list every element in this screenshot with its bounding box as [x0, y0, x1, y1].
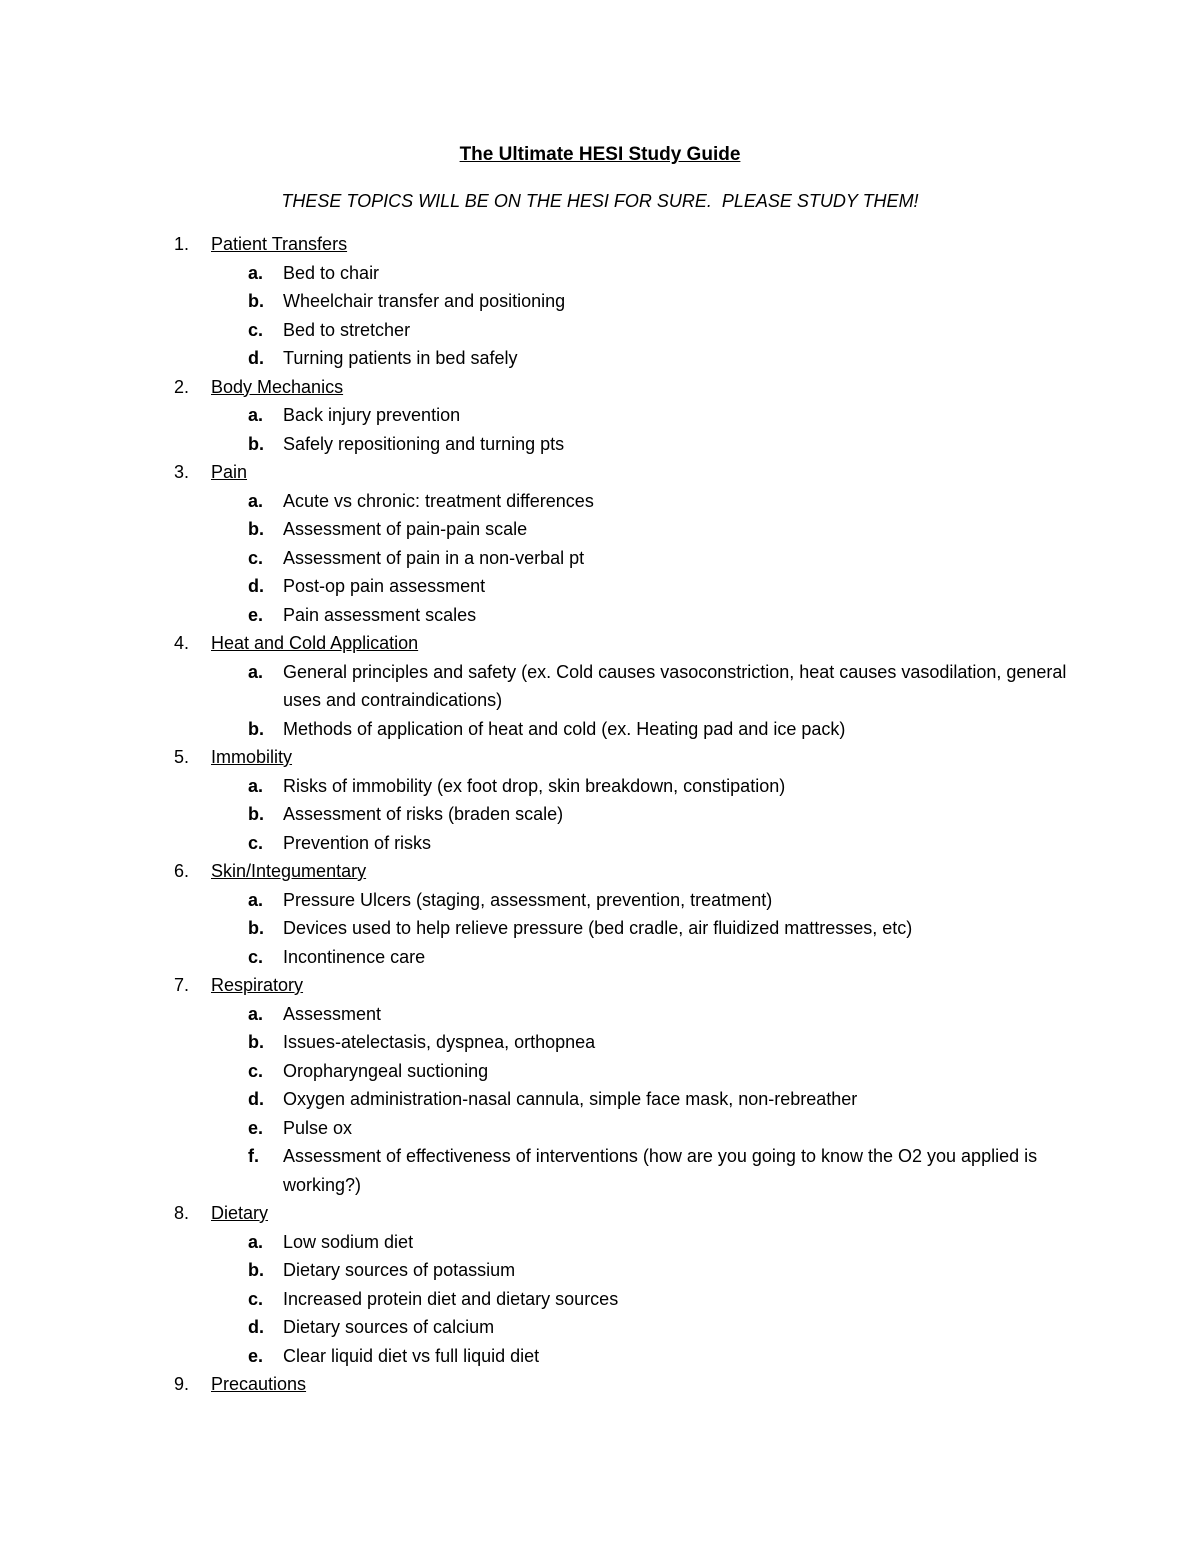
subtopic-text: Oxygen administration-nasal cannula, simple face mask, non-rebreather	[283, 1089, 858, 1109]
subtopic-text: Dietary sources of potassium	[283, 1260, 516, 1280]
subtopic-item	[0, 287, 1200, 316]
subtopic-text: Dietary sources of calcium	[283, 1317, 495, 1337]
subtopic-item	[0, 487, 1200, 516]
subtopic-letter: c.	[248, 1060, 264, 1081]
topic-heading	[0, 971, 1200, 1000]
subtopic-letter: c.	[248, 832, 264, 853]
subtopic-item	[0, 829, 1200, 858]
subtopic-text: Pressure Ulcers (staging, assessment, prevention, treatment)	[283, 889, 773, 910]
subtopic-item	[0, 430, 1200, 459]
subtopic-item	[0, 259, 1200, 288]
subtopic-letter: a.	[248, 889, 264, 910]
subtopic-letter: b.	[248, 718, 264, 739]
subtopic-letter: a.	[248, 1003, 264, 1024]
subtopic-item	[0, 772, 1200, 801]
subtopic-letter: c.	[248, 1288, 264, 1309]
topic-heading	[0, 629, 1200, 658]
subtopic-item	[0, 544, 1200, 573]
subtopic-letter: e.	[248, 1345, 264, 1366]
topic-item	[0, 458, 1200, 629]
subtopic-item	[0, 943, 1200, 972]
subtopic-item	[0, 658, 1200, 715]
subtopic-text: Assessment of risks (braden scale)	[283, 804, 564, 824]
subtopic-list	[0, 886, 1200, 972]
subtopic-item	[0, 800, 1200, 829]
subtopic-letter: a.	[248, 775, 264, 796]
subtopic-item	[0, 1342, 1200, 1371]
subtopic-list	[0, 487, 1200, 630]
subtopic-text: Bed to chair	[283, 262, 380, 283]
topic-number: 9.	[174, 1374, 190, 1394]
subtopic-item	[0, 1085, 1200, 1114]
topic-item	[0, 629, 1200, 743]
topic-heading	[0, 1370, 1200, 1399]
topic-item	[0, 971, 1200, 1199]
subtopic-letter: a.	[248, 661, 264, 682]
subtopic-letter: e.	[248, 1117, 264, 1138]
subtopic-text: Pain assessment scales	[283, 604, 477, 625]
subtopic-letter: a.	[248, 262, 264, 283]
topic-name: Respiratory	[211, 975, 304, 995]
topic-name: Immobility	[211, 747, 293, 767]
subtopic-text: Bed to stretcher	[283, 319, 411, 340]
subtopic-letter: c.	[248, 319, 264, 340]
subtopic-text: Increased protein diet and dietary sources	[283, 1288, 619, 1309]
topic-list	[0, 230, 1200, 1399]
subtopic-text: Turning patients in bed safely	[283, 348, 518, 368]
subtopic-text: Devices used to help relieve pressure (bed cradle, air fluidized mattresses, etc)	[283, 918, 913, 938]
subtopic-letter: b.	[248, 291, 264, 311]
subtopic-letter: a.	[248, 405, 264, 425]
topic-heading	[0, 230, 1200, 259]
topic-number: 5.	[174, 747, 190, 767]
topic-heading	[0, 373, 1200, 402]
subtopic-item	[0, 316, 1200, 345]
topic-item	[0, 1199, 1200, 1370]
subtopic-list	[0, 259, 1200, 373]
subtopic-item	[0, 1313, 1200, 1342]
topic-number: 7.	[174, 975, 190, 995]
topic-number: 6.	[174, 861, 190, 881]
subtopic-text: Wheelchair transfer and positioning	[283, 291, 566, 311]
topic-item	[0, 373, 1200, 459]
topic-name: Precautions	[211, 1374, 307, 1394]
topic-number: 4.	[174, 633, 190, 653]
subtopic-item	[0, 1142, 1200, 1199]
subtopic-text: Assessment of pain in a non-verbal pt	[283, 547, 585, 568]
topic-number: 3.	[174, 462, 190, 482]
subtopic-text: Issues-atelectasis, dyspnea, orthopnea	[283, 1032, 596, 1052]
subtopic-item	[0, 914, 1200, 943]
subtopic-item	[0, 715, 1200, 744]
subtopic-item	[0, 601, 1200, 630]
subtopic-list	[0, 1000, 1200, 1200]
subtopic-item	[0, 1000, 1200, 1029]
subtopic-letter: b.	[248, 433, 264, 454]
subtopic-text: Assessment of effectiveness of interventions (how are you going to know the O2 you applied is working?)	[283, 1146, 1038, 1195]
subtopic-text: Post-op pain assessment	[283, 576, 486, 596]
subtopic-text: Assessment	[283, 1003, 382, 1024]
subtopic-letter: d.	[248, 576, 264, 596]
topic-heading	[0, 857, 1200, 886]
subtopic-letter: b.	[248, 1032, 264, 1052]
topic-name: Skin/Integumentary	[211, 861, 367, 881]
subtopic-item	[0, 515, 1200, 544]
subtopic-text: Oropharyngeal suctioning	[283, 1060, 489, 1081]
subtopic-letter: b.	[248, 804, 264, 824]
subtopic-list	[0, 772, 1200, 858]
topic-name: Pain	[211, 462, 248, 482]
subtopic-item	[0, 572, 1200, 601]
subtopic-item	[0, 1057, 1200, 1086]
topic-number: 8.	[174, 1203, 190, 1223]
topic-item	[0, 743, 1200, 857]
subtopic-letter: c.	[248, 547, 264, 568]
document-subtitle: THESE TOPICS WILL BE ON THE HESI FOR SURE. PLEASE STUDY THEM!	[281, 191, 919, 211]
subtopic-letter: d.	[248, 1089, 264, 1109]
subtopic-text: Pulse ox	[283, 1117, 353, 1138]
subtopic-item	[0, 1256, 1200, 1285]
subtopic-text: Clear liquid diet vs full liquid diet	[283, 1345, 540, 1366]
topic-name: Dietary	[211, 1203, 269, 1223]
subtopic-item	[0, 1285, 1200, 1314]
subtopic-item	[0, 401, 1200, 430]
subtopic-letter: c.	[248, 946, 264, 967]
topic-name: Body Mechanics	[211, 376, 344, 397]
subtopic-text: Acute vs chronic: treatment differences	[283, 490, 594, 511]
subtopic-list	[0, 658, 1200, 744]
topic-item	[0, 1370, 1200, 1399]
subtopic-letter: b.	[248, 1260, 264, 1280]
topic-item	[0, 857, 1200, 971]
subtopic-text: Risks of immobility (ex foot drop, skin breakdown, constipation)	[283, 775, 786, 796]
subtopic-text: Incontinence care	[283, 946, 426, 967]
subtopic-text: Prevention of risks	[283, 832, 432, 853]
topic-name: Heat and Cold Application	[211, 633, 419, 653]
subtopic-letter: a.	[248, 490, 264, 511]
subtopic-letter: e.	[248, 604, 264, 625]
subtopic-text: Safely repositioning and turning pts	[283, 433, 565, 454]
topic-number: 2.	[174, 376, 190, 397]
topic-item	[0, 230, 1200, 373]
subtopic-item	[0, 886, 1200, 915]
subtopic-list	[0, 401, 1200, 458]
topic-heading	[0, 1199, 1200, 1228]
subtopic-letter: b.	[248, 918, 264, 938]
subtopic-letter: f.	[248, 1146, 259, 1166]
subtopic-letter: a.	[248, 1231, 264, 1252]
subtopic-text: Low sodium diet	[283, 1231, 414, 1252]
subtopic-text: Back injury prevention	[283, 405, 461, 425]
subtopic-text: Assessment of pain-pain scale	[283, 519, 528, 539]
subtopic-item	[0, 1228, 1200, 1257]
topic-heading	[0, 458, 1200, 487]
subtopic-letter: d.	[248, 348, 264, 368]
subtopic-item	[0, 1114, 1200, 1143]
topic-number: 1.	[174, 234, 190, 254]
topic-name: Patient Transfers	[211, 234, 348, 254]
subtopic-letter: b.	[248, 519, 264, 539]
subtopic-item	[0, 1028, 1200, 1057]
subtopic-text: Methods of application of heat and cold (ex. Heating pad and ice pack)	[283, 718, 846, 739]
subtopic-list	[0, 1228, 1200, 1371]
subtopic-letter: d.	[248, 1317, 264, 1337]
topic-heading	[0, 743, 1200, 772]
subtopic-item	[0, 344, 1200, 373]
subtopic-text: General principles and safety (ex. Cold causes vasoconstriction, heat causes vasodilation, general uses and contraindications)	[283, 661, 1067, 710]
document-title: The Ultimate HESI Study Guide	[459, 144, 741, 165]
